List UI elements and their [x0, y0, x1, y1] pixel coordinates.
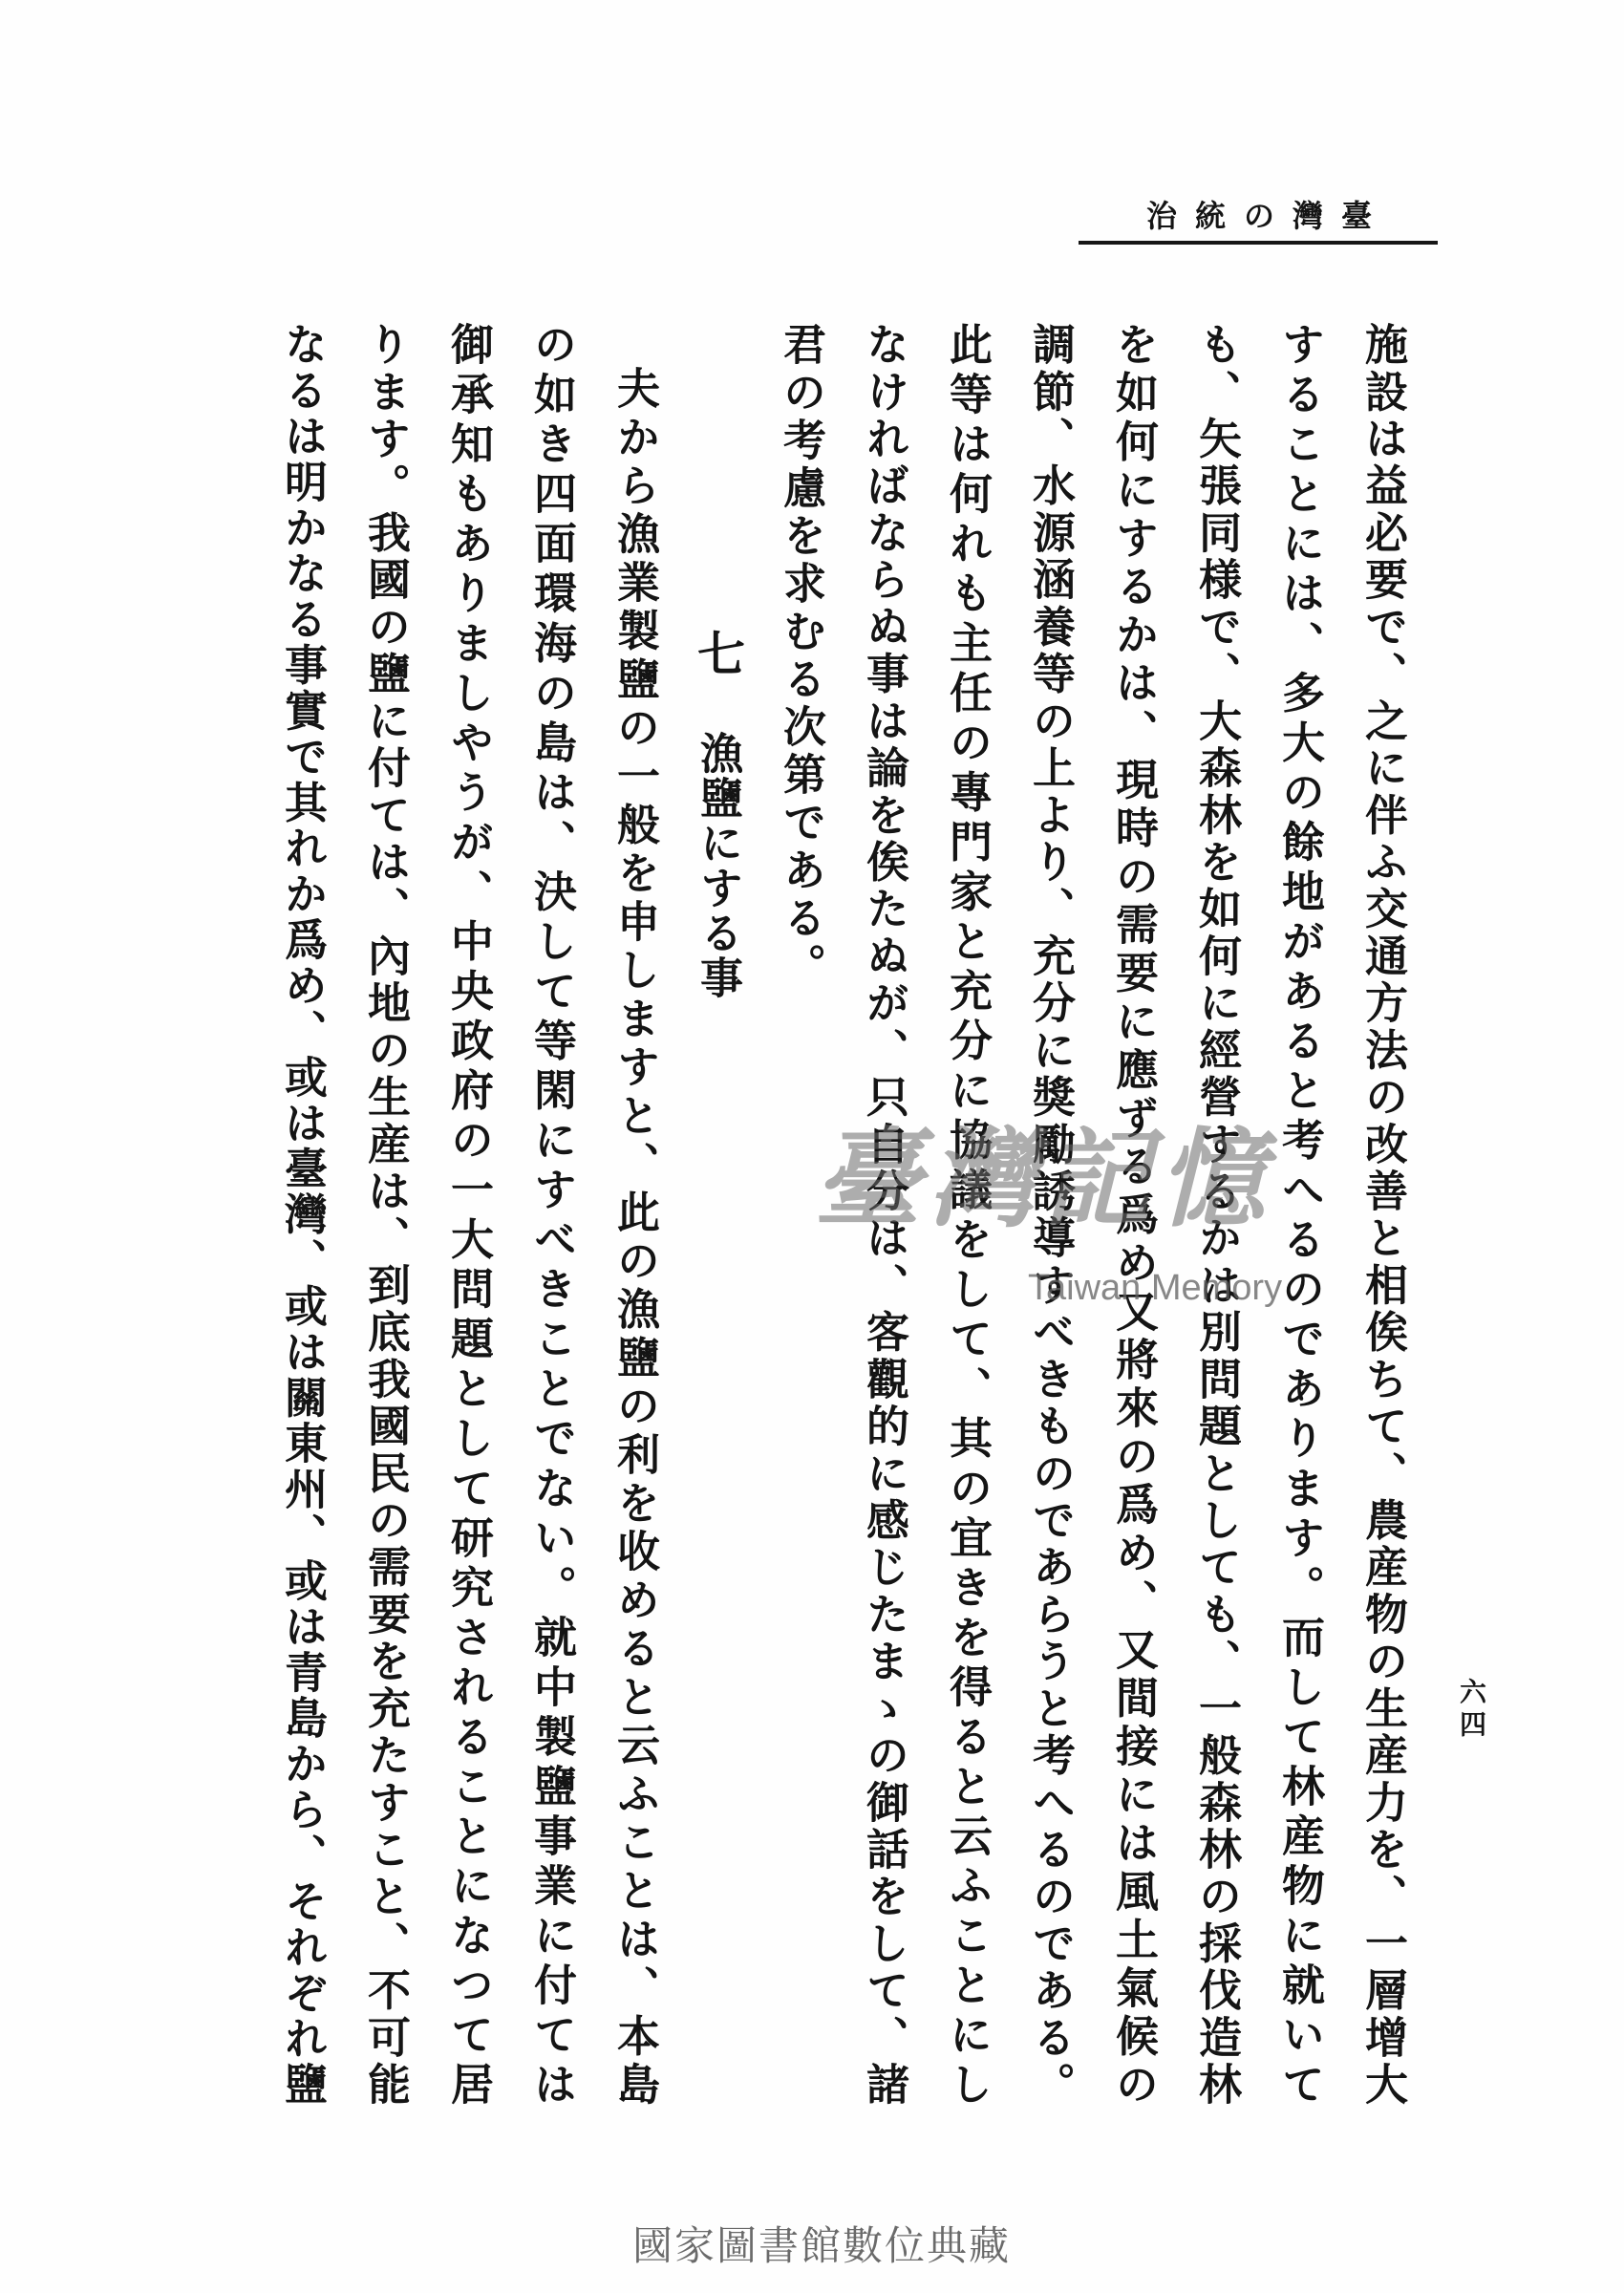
header-rule — [1079, 241, 1438, 245]
section-column-1: 夫から漁業製鹽の一般を申しますと、此の漁鹽の利を收めると云ふことは、本島 — [609, 366, 660, 2105]
text-column-3: も、矢張同様で、大森林を如何に經營するかは別問題としても、一般森林の採伐造林 — [1191, 322, 1242, 2106]
page-number: 六四 — [1456, 1678, 1487, 1743]
text-column-2: することには、多大の餘地があると考へるのであります。而して林産物に就いて — [1274, 322, 1325, 2105]
text-column-6: 此等は何れも主任の專門家と充分に協議をして、其の宜きを得ると云ふことにし — [942, 322, 993, 2105]
running-title: 臺灣の統治 — [1145, 198, 1390, 234]
section-column-2: の如き四面環海の島は、決して等閑にすべきことでない。就中製鹽事業に付ては — [526, 322, 577, 2105]
text-column-1: 施設は益必要で、之に伴ふ交通方法の改善と相俟ちて、農産物の生産力を、一層增大 — [1357, 322, 1408, 2105]
section-column-4: ります。我國の鹽に付ては、內地の生産は、到底我國民の需要を充たすこと、不可能 — [360, 322, 411, 2105]
watermark-logo: 臺灣記憶 — [814, 1117, 1272, 1242]
archive-footer: 國家圖書館數位典藏 — [631, 2222, 1011, 2269]
section-heading — [676, 322, 759, 2105]
section-title: 漁鹽にする事 — [693, 731, 743, 1000]
text-column-4: を如何にするかは、現時の需要に應ずる爲め又將來の爲め、又間接には風土氣候の — [1108, 322, 1159, 2105]
text-column-7: なければならぬ事は論を俟たぬが、只自分は、客觀的に感じたまゝの御話をして、諸 — [859, 322, 909, 2105]
section-column-3: 御承知もありましやうが、中央政府の一大問題として研究されることになつて居 — [443, 322, 494, 2105]
text-column-8: 君の考慮を求むる次第である。 — [776, 322, 826, 991]
section-column-5: なるは明かなる事實で其れか爲め、或は臺灣、或は關東州、或は青島から、それぞれ鹽 — [277, 322, 328, 2105]
section-number: 七 — [690, 629, 746, 676]
watermark-subtitle: Taiwan Memory — [1028, 1268, 1283, 1308]
text-column-5: 調節、水源涵養等の上より、充分に獎勵誘導すべきものであらうと考へるのである。 — [1025, 322, 1076, 2105]
